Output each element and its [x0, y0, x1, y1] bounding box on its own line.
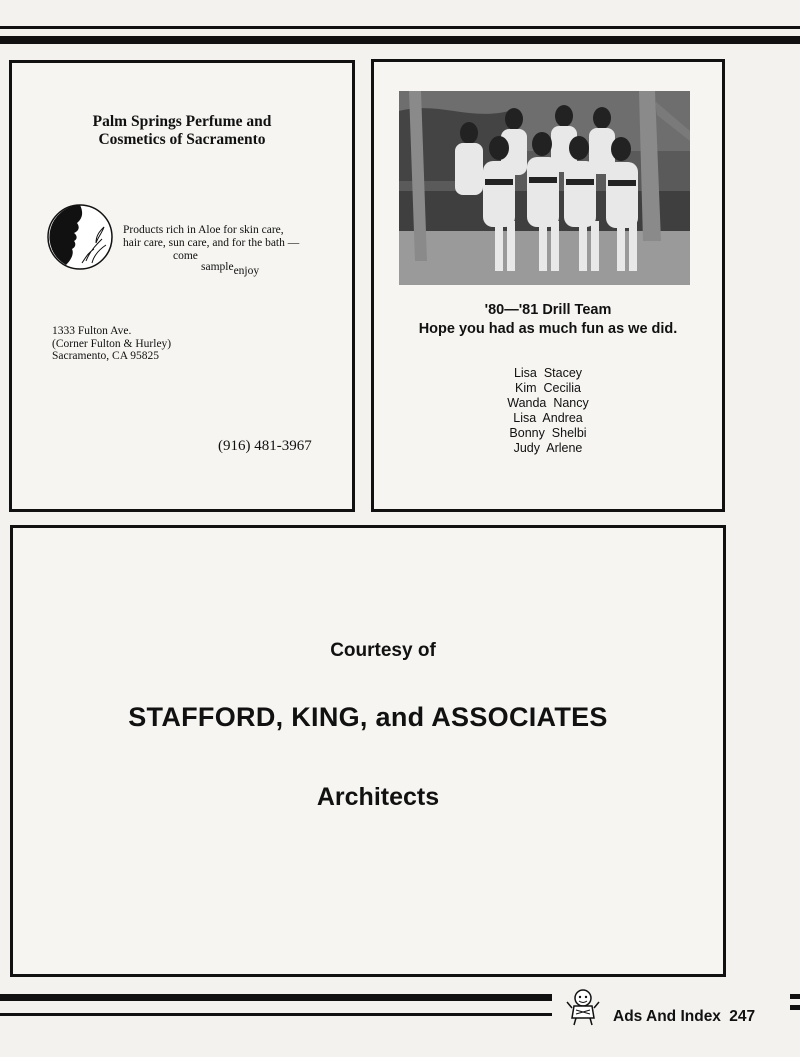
perfume-title-line1: Palm Springs Perfume and: [92, 113, 272, 130]
perfume-address-line3: Sacramento, CA 95825: [52, 350, 159, 362]
bottom-rule-thick: [0, 994, 552, 1001]
firm-name: STAFFORD, KING, and ASSOCIATES: [128, 702, 608, 732]
right-edge-mark-1: [790, 994, 800, 999]
name-row: Lisa Andrea: [513, 411, 583, 425]
drill-team-names: [374, 366, 722, 456]
perfume-phone: (916) 481-3967: [218, 438, 312, 454]
footer-page-number: 247: [729, 1008, 756, 1025]
perfume-tagline-line2: hair care, sun care, and for the bath —: [123, 237, 300, 249]
perfume-title: [12, 113, 352, 149]
woman-silhouette-logo: [46, 203, 114, 271]
drill-team-photo-drawing: [399, 91, 690, 285]
drill-team-photo: [399, 91, 690, 285]
architects-ad: [10, 525, 726, 977]
perfume-tagline-sample: sample: [201, 261, 234, 273]
footer-section-label: Ads And Index: [613, 1008, 721, 1025]
perfume-tagline: [123, 224, 300, 277]
perfume-address-line1: 1333 Fulton Ave.: [52, 325, 132, 337]
perfume-address: [52, 325, 171, 363]
perfume-tagline-line1: Products rich in Aloe for skin care,: [123, 224, 284, 236]
perfume-tagline-enjoy: enjoy: [233, 265, 260, 277]
courtesy-label: Courtesy of: [330, 640, 436, 661]
drill-team-caption-line1: '80—'81 Drill Team: [484, 302, 612, 318]
page-footer: [613, 1008, 755, 1026]
drill-team-caption: [374, 301, 722, 339]
name-row: Lisa Stacey: [513, 366, 583, 380]
perfume-ad: [9, 60, 355, 512]
top-rule-thick: [0, 36, 800, 44]
mascot-icon: [566, 988, 600, 1026]
right-edge-mark-2: [790, 1005, 800, 1010]
name-row: Bonny Shelbi: [509, 426, 587, 440]
perfume-address-line2: (Corner Fulton & Hurley): [52, 337, 172, 350]
name-row: Wanda Nancy: [507, 396, 589, 410]
name-row: Judy Arlene: [513, 441, 583, 455]
perfume-title-line2: Cosmetics of Sacramento: [98, 131, 266, 148]
drill-team-caption-line2: Hope you had as much fun as we did.: [418, 321, 678, 337]
bottom-rule-thin: [0, 1013, 552, 1016]
perfume-tagline-come: come: [173, 250, 198, 262]
top-rule-thin: [0, 26, 800, 29]
name-row: Kim Cecilia: [515, 381, 581, 395]
profession-label: Architects: [316, 783, 440, 811]
